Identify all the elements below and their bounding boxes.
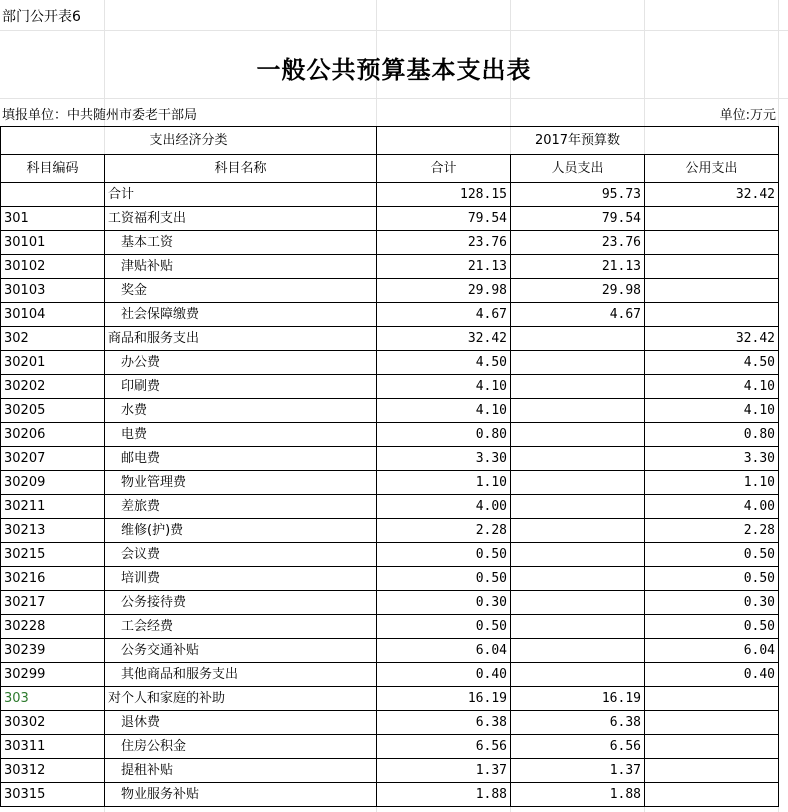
row-personnel: 23.76	[511, 231, 645, 255]
table-row	[1, 255, 779, 279]
row-public: 0.50	[645, 615, 779, 639]
row-total: 3.30	[377, 447, 511, 471]
row-code: 30302	[1, 711, 105, 735]
sheet-label: 部门公开表6	[2, 9, 81, 25]
row-name: 商品和服务支出	[105, 327, 377, 351]
row-code: 301	[1, 207, 105, 231]
row-total: 0.40	[377, 663, 511, 687]
header-column-row	[1, 155, 779, 183]
row-personnel	[511, 495, 645, 519]
row-public: 32.42	[645, 183, 779, 207]
row-personnel	[511, 567, 645, 591]
row-name: 培训费	[105, 567, 377, 591]
row-name: 对个人和家庭的补助	[105, 687, 377, 711]
row-name: 奖金	[105, 279, 377, 303]
table-row	[1, 207, 779, 231]
row-name: 印刷费	[105, 375, 377, 399]
row-personnel: 6.38	[511, 711, 645, 735]
table-row	[1, 759, 779, 783]
header-personnel: 人员支出	[511, 155, 645, 183]
row-public: 4.00	[645, 495, 779, 519]
row-personnel	[511, 375, 645, 399]
row-total: 16.19	[377, 687, 511, 711]
row-code: 30315	[1, 783, 105, 807]
table-row	[1, 711, 779, 735]
row-personnel	[511, 543, 645, 567]
row-public: 0.50	[645, 543, 779, 567]
table-row	[1, 423, 779, 447]
row-total: 0.50	[377, 543, 511, 567]
row-public	[645, 783, 779, 807]
table-row	[1, 783, 779, 807]
row-total: 0.80	[377, 423, 511, 447]
row-code: 30102	[1, 255, 105, 279]
table-body	[1, 183, 779, 807]
row-public: 1.10	[645, 471, 779, 495]
row-total: 4.00	[377, 495, 511, 519]
row-public	[645, 735, 779, 759]
row-name: 津贴补贴	[105, 255, 377, 279]
header-economic-class: 支出经济分类	[1, 127, 377, 155]
row-personnel: 21.13	[511, 255, 645, 279]
row-total: 0.50	[377, 567, 511, 591]
row-public	[645, 279, 779, 303]
row-personnel: 4.67	[511, 303, 645, 327]
row-public	[645, 687, 779, 711]
row-personnel	[511, 639, 645, 663]
row-total: 1.10	[377, 471, 511, 495]
row-total: 6.38	[377, 711, 511, 735]
table-row	[1, 303, 779, 327]
row-name: 工资福利支出	[105, 207, 377, 231]
row-total: 23.76	[377, 231, 511, 255]
row-name: 退休费	[105, 711, 377, 735]
table-row	[1, 375, 779, 399]
row-total: 4.10	[377, 375, 511, 399]
table-row	[1, 687, 779, 711]
page-title: 一般公共预算基本支出表	[256, 55, 532, 84]
row-public: 0.40	[645, 663, 779, 687]
table-row	[1, 447, 779, 471]
row-total: 0.30	[377, 591, 511, 615]
row-personnel: 6.56	[511, 735, 645, 759]
row-name: 其他商品和服务支出	[105, 663, 377, 687]
table-row	[1, 327, 779, 351]
row-public: 4.50	[645, 351, 779, 375]
row-name: 水费	[105, 399, 377, 423]
row-code: 30216	[1, 567, 105, 591]
row-personnel: 1.37	[511, 759, 645, 783]
row-public	[645, 231, 779, 255]
row-total: 6.56	[377, 735, 511, 759]
row-public	[645, 711, 779, 735]
row-name: 工会经费	[105, 615, 377, 639]
row-code: 302	[1, 327, 105, 351]
row-name: 社会保障缴费	[105, 303, 377, 327]
table-row	[1, 399, 779, 423]
header-code: 科目编码	[1, 155, 105, 183]
row-name: 会议费	[105, 543, 377, 567]
row-total: 128.15	[377, 183, 511, 207]
row-name: 住房公积金	[105, 735, 377, 759]
row-total: 1.88	[377, 783, 511, 807]
row-code: 30201	[1, 351, 105, 375]
row-code: 30101	[1, 231, 105, 255]
currency-unit: 单位:万元	[719, 108, 776, 123]
row-personnel	[511, 423, 645, 447]
row-code: 30103	[1, 279, 105, 303]
row-public	[645, 207, 779, 231]
row-code: 30211	[1, 495, 105, 519]
header-total: 合计	[377, 155, 511, 183]
row-personnel: 79.54	[511, 207, 645, 231]
row-name: 公务接待费	[105, 591, 377, 615]
table-row	[1, 639, 779, 663]
row-personnel	[511, 471, 645, 495]
row-public	[645, 759, 779, 783]
row-name: 电费	[105, 423, 377, 447]
row-code: 30206	[1, 423, 105, 447]
row-personnel	[511, 399, 645, 423]
row-total: 0.50	[377, 615, 511, 639]
row-name: 基本工资	[105, 231, 377, 255]
row-personnel	[511, 519, 645, 543]
row-personnel	[511, 591, 645, 615]
row-total: 4.10	[377, 399, 511, 423]
row-personnel: 95.73	[511, 183, 645, 207]
row-public: 4.10	[645, 399, 779, 423]
row-public: 0.50	[645, 567, 779, 591]
row-code: 303	[1, 687, 105, 711]
table-row	[1, 519, 779, 543]
row-personnel: 1.88	[511, 783, 645, 807]
row-total: 79.54	[377, 207, 511, 231]
reporting-unit: 填报单位：中共随州市委老干部局	[2, 108, 198, 123]
row-name: 提租补贴	[105, 759, 377, 783]
row-name: 办公费	[105, 351, 377, 375]
row-code: 30202	[1, 375, 105, 399]
row-public: 2.28	[645, 519, 779, 543]
table-row	[1, 615, 779, 639]
row-code: 30217	[1, 591, 105, 615]
row-total: 6.04	[377, 639, 511, 663]
row-code: 30207	[1, 447, 105, 471]
row-public	[645, 255, 779, 279]
row-total: 4.67	[377, 303, 511, 327]
gridline	[0, 30, 788, 31]
gridline	[0, 98, 788, 99]
header-group-row	[1, 127, 779, 155]
row-name: 邮电费	[105, 447, 377, 471]
row-code: 30209	[1, 471, 105, 495]
row-total: 21.13	[377, 255, 511, 279]
row-personnel	[511, 615, 645, 639]
table-row	[1, 279, 779, 303]
table-row	[1, 351, 779, 375]
row-public: 32.42	[645, 327, 779, 351]
budget-table	[0, 126, 779, 807]
row-code: 30228	[1, 615, 105, 639]
row-code: 30213	[1, 519, 105, 543]
row-public: 0.30	[645, 591, 779, 615]
header-budget-year: 2017年预算数	[377, 127, 779, 155]
table-row	[1, 543, 779, 567]
row-personnel	[511, 447, 645, 471]
row-total: 32.42	[377, 327, 511, 351]
row-name: 公务交通补贴	[105, 639, 377, 663]
row-public: 6.04	[645, 639, 779, 663]
row-total: 2.28	[377, 519, 511, 543]
table-row	[1, 231, 779, 255]
table-row	[1, 567, 779, 591]
row-public: 3.30	[645, 447, 779, 471]
row-name: 合计	[105, 183, 377, 207]
row-personnel: 29.98	[511, 279, 645, 303]
row-total: 1.37	[377, 759, 511, 783]
row-code: 30205	[1, 399, 105, 423]
row-personnel	[511, 327, 645, 351]
header-name: 科目名称	[105, 155, 377, 183]
row-public: 0.80	[645, 423, 779, 447]
row-personnel	[511, 351, 645, 375]
row-personnel: 16.19	[511, 687, 645, 711]
row-public	[645, 303, 779, 327]
table-row	[1, 183, 779, 207]
table-row	[1, 471, 779, 495]
table-row	[1, 663, 779, 687]
row-code: 30239	[1, 639, 105, 663]
row-personnel	[511, 663, 645, 687]
row-name: 物业管理费	[105, 471, 377, 495]
table-row	[1, 735, 779, 759]
row-code: 30299	[1, 663, 105, 687]
row-code: 30104	[1, 303, 105, 327]
row-total: 4.50	[377, 351, 511, 375]
row-name: 物业服务补贴	[105, 783, 377, 807]
header-public: 公用支出	[645, 155, 779, 183]
row-name: 差旅费	[105, 495, 377, 519]
row-public: 4.10	[645, 375, 779, 399]
table-row	[1, 591, 779, 615]
table-row	[1, 495, 779, 519]
row-code: 30215	[1, 543, 105, 567]
row-name: 维修(护)费	[105, 519, 377, 543]
row-code: 30312	[1, 759, 105, 783]
row-total: 29.98	[377, 279, 511, 303]
row-code	[1, 183, 105, 207]
row-code: 30311	[1, 735, 105, 759]
